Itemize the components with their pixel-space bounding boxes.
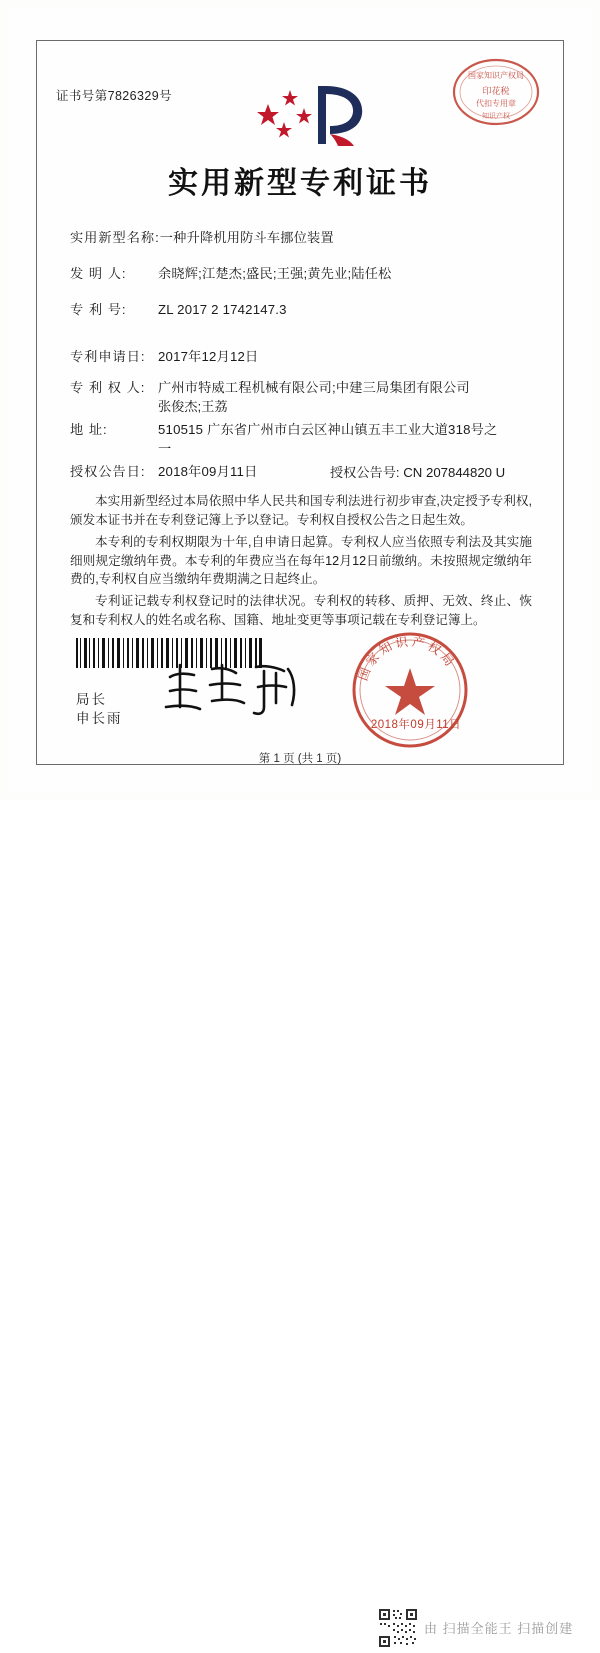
body-paragraph-1: 本实用新型经过本局依照中华人民共和国专利法进行初步审查,决定授予专利权,颁发本证书并在专利登记簿上予以登记。专利权自授权公告之日起生效。 bbox=[70, 494, 532, 527]
field-label: 授权公告日: bbox=[70, 464, 146, 479]
field-value: 一种升降机用防斗车挪位装置 bbox=[159, 230, 334, 245]
body-paragraph-3: 专利证记载专利权登记时的法律状况。专利权的转移、质押、无效、终止、恢复和专利权人的姓名或名称、国籍、地址变更等事项记载在专利登记簿上。 bbox=[70, 594, 532, 627]
field-utility-model-name bbox=[70, 228, 540, 247]
field-label: 授权公告号: bbox=[330, 465, 400, 480]
svg-text:印花税: 印花税 bbox=[482, 86, 510, 96]
field-label: 地 址: bbox=[70, 422, 108, 437]
scanner-watermark-bar bbox=[0, 800, 600, 1636]
field-value: 余晓辉;江楚杰;盛民;王强;黄先业;陆任松 bbox=[158, 266, 392, 281]
svg-text:知识产权: 知识产权 bbox=[482, 113, 510, 120]
svg-text:国家知识产权局: 国家知识产权局 bbox=[355, 634, 459, 683]
patent-logo-icon bbox=[246, 78, 366, 150]
field-label: 实用新型名称: bbox=[70, 230, 160, 245]
scanner-watermark-text: 由 扫描全能王 扫描创建 bbox=[424, 1621, 574, 1636]
field-label: 专 利 权 人: bbox=[70, 380, 146, 395]
certificate-number: 证书号第7826329号 bbox=[56, 89, 172, 103]
field-address-line2: 一 bbox=[158, 441, 172, 456]
field-value: 2017年12月12日 bbox=[158, 349, 259, 364]
body-paragraph-2: 本专利的专利权期限为十年,自申请日起算。专利权人应当依照专利法及其实施细则规定缴纳年费。本专利的年费应当在每年12月12日前缴纳。未按照规定缴纳年费的,专利权自应当缴纳年费期满之日起终止。 bbox=[70, 535, 532, 586]
field-label: 专 利 号: bbox=[70, 302, 127, 317]
field-value: ZL 2017 2 1742147.3 bbox=[158, 302, 287, 317]
qr-code-icon bbox=[378, 1608, 418, 1648]
national-ip-administration-round-seal-icon bbox=[348, 628, 472, 752]
field-value: 2018年09月11日 bbox=[158, 464, 258, 479]
director-name: 申长雨 bbox=[76, 711, 123, 726]
field-grant-publication-number bbox=[330, 462, 505, 481]
svg-text:国家知识产权局: 国家知识产权局 bbox=[468, 71, 524, 80]
field-value: 510515 广东省广州市白云区神山镇五丰工业大道318号之 bbox=[158, 422, 498, 437]
field-address bbox=[70, 420, 540, 439]
svg-text:代扣专用章: 代扣专用章 bbox=[476, 99, 516, 108]
certificate-page bbox=[0, 0, 600, 800]
page-title: 实用新型专利证书 bbox=[168, 167, 432, 200]
field-application-date bbox=[70, 347, 540, 366]
field-patent-holder-line2: 张俊杰;王荔 bbox=[158, 399, 228, 414]
handwritten-signature-icon bbox=[160, 655, 300, 725]
red-approval-seal-icon bbox=[448, 56, 544, 128]
field-patent-holder bbox=[70, 378, 540, 397]
seal-date: 2018年09月11日 bbox=[370, 719, 462, 731]
director-label: 局长 bbox=[76, 692, 107, 707]
field-label: 发 明 人: bbox=[70, 266, 127, 281]
page-footer: 第 1 页 (共 1 页) bbox=[258, 753, 342, 765]
field-patent-number bbox=[70, 300, 540, 319]
field-value: 广州市特威工程机械有限公司;中建三局集团有限公司 bbox=[158, 380, 470, 395]
field-inventors bbox=[70, 264, 540, 283]
field-label: 专利申请日: bbox=[70, 349, 146, 364]
field-value: CN 207844820 U bbox=[403, 465, 506, 480]
